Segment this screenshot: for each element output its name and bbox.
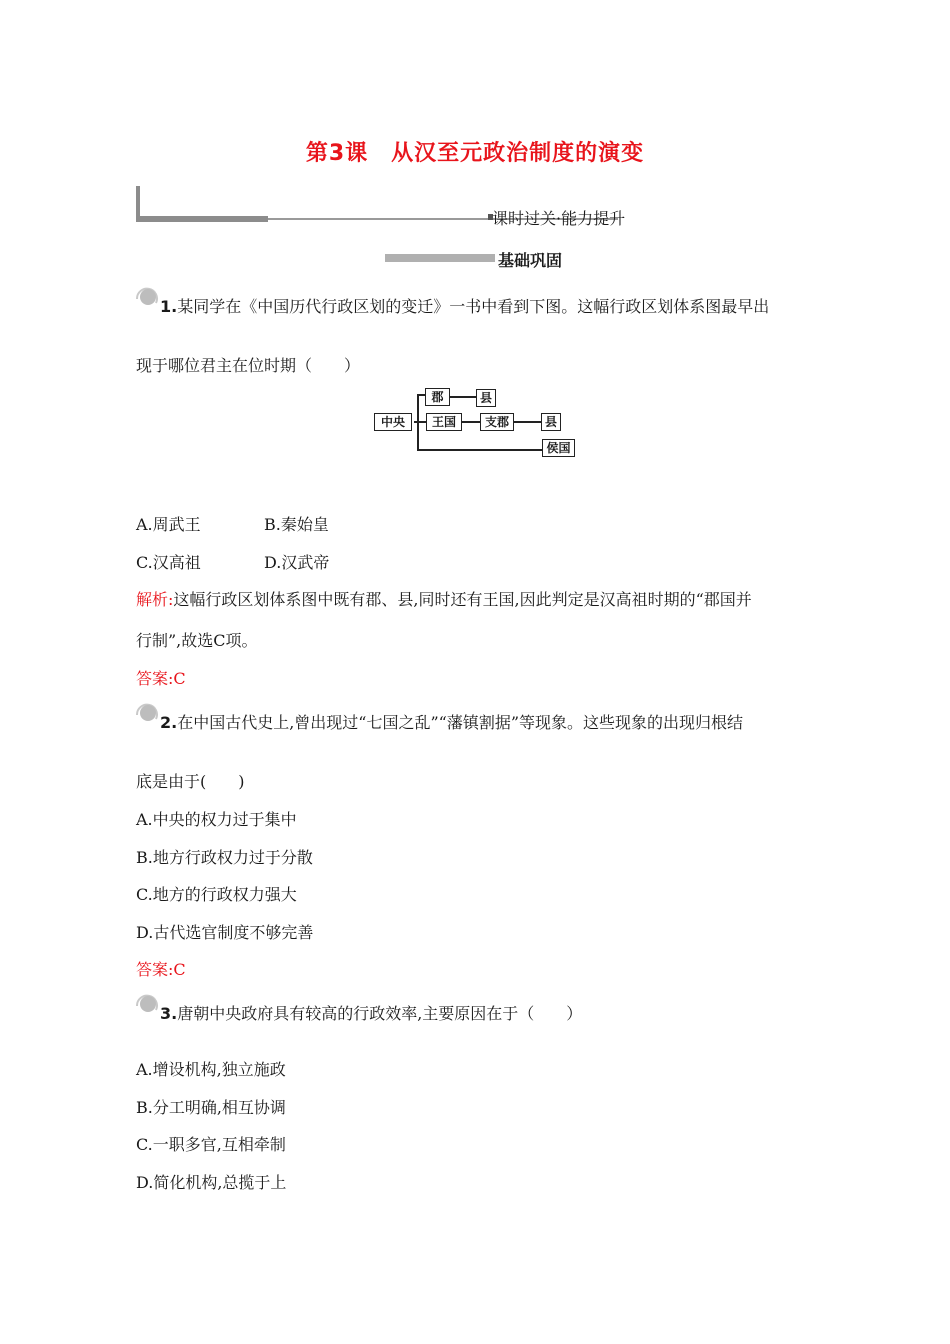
analysis-body: 这幅行政区划体系图中既有郡、县,同时还有王国,因此判定是汉高祖时期的“郡国并 bbox=[173, 590, 752, 609]
question-number: 1. bbox=[160, 297, 178, 316]
question-marker-icon bbox=[134, 994, 158, 1016]
question-number: 3. bbox=[160, 1004, 178, 1023]
stem-text: 某同学在《中国历代行政区划的变迁》一书中看到下图。这幅行政区划体系图最早出 bbox=[177, 297, 770, 316]
diagram-node-xian-top: 县 bbox=[476, 389, 496, 407]
option-b: B.分工明确,相互协调 bbox=[136, 1098, 286, 1117]
analysis-text-cont: 行制”,故选C项。 bbox=[136, 631, 258, 650]
option-b: B.地方行政权力过于分散 bbox=[136, 848, 313, 867]
subsection-heading: 基础巩固 bbox=[498, 251, 563, 270]
diagram-node-zhijun: 支郡 bbox=[480, 413, 514, 431]
stem-text: 唐朝中央政府具有较高的行政效率,主要原因在于（ ） bbox=[177, 1004, 583, 1023]
question-1-stem-cont: 现于哪位君主在位时期（ ） bbox=[136, 356, 361, 375]
section-divider bbox=[136, 186, 496, 226]
option-c: C.汉高祖 bbox=[136, 553, 201, 572]
question-marker-icon bbox=[134, 287, 158, 309]
option-d: D.汉武帝 bbox=[264, 553, 330, 572]
analysis-text bbox=[136, 587, 752, 610]
diagram-node-wangguo: 王国 bbox=[426, 413, 462, 431]
admin-division-diagram bbox=[372, 384, 582, 460]
analysis-label: 解析: bbox=[136, 590, 174, 609]
answer-1: 答案:C bbox=[136, 669, 186, 688]
page-title: 第3课 从汉至元政治制度的演变 bbox=[305, 141, 645, 166]
option-d: D.简化机构,总揽于上 bbox=[136, 1173, 287, 1192]
diagram-node-center: 中央 bbox=[374, 413, 412, 431]
diagram-node-houguo: 侯国 bbox=[542, 439, 575, 457]
question-2-stem-cont: 底是由于( ) bbox=[136, 772, 245, 791]
stem-text: 在中国古代史上,曾出现过“七国之乱”“藩镇割据”等现象。这些现象的出现归根结 bbox=[177, 713, 744, 732]
option-a: A.中央的权力过于集中 bbox=[136, 810, 297, 829]
question-3-stem bbox=[160, 1001, 582, 1024]
diagram-node-jun: 郡 bbox=[425, 388, 450, 406]
question-1-stem bbox=[160, 294, 769, 317]
question-number: 2. bbox=[160, 713, 178, 732]
option-d: D.古代选官制度不够完善 bbox=[136, 923, 314, 942]
option-a: A.增设机构,独立施政 bbox=[136, 1060, 286, 1079]
option-c: C.一职多官,互相牵制 bbox=[136, 1135, 286, 1154]
subsection-bar bbox=[385, 254, 495, 262]
question-marker-icon bbox=[134, 703, 158, 725]
question-2-stem bbox=[160, 710, 743, 733]
diagram-node-xian-mid: 县 bbox=[541, 413, 561, 431]
answer-2: 答案:C bbox=[136, 960, 186, 979]
option-a: A.周武王 bbox=[136, 515, 201, 534]
option-b: B.秦始皇 bbox=[264, 515, 329, 534]
section-heading: 课时过关·能力提升 bbox=[492, 209, 626, 228]
option-c: C.地方的行政权力强大 bbox=[136, 885, 297, 904]
